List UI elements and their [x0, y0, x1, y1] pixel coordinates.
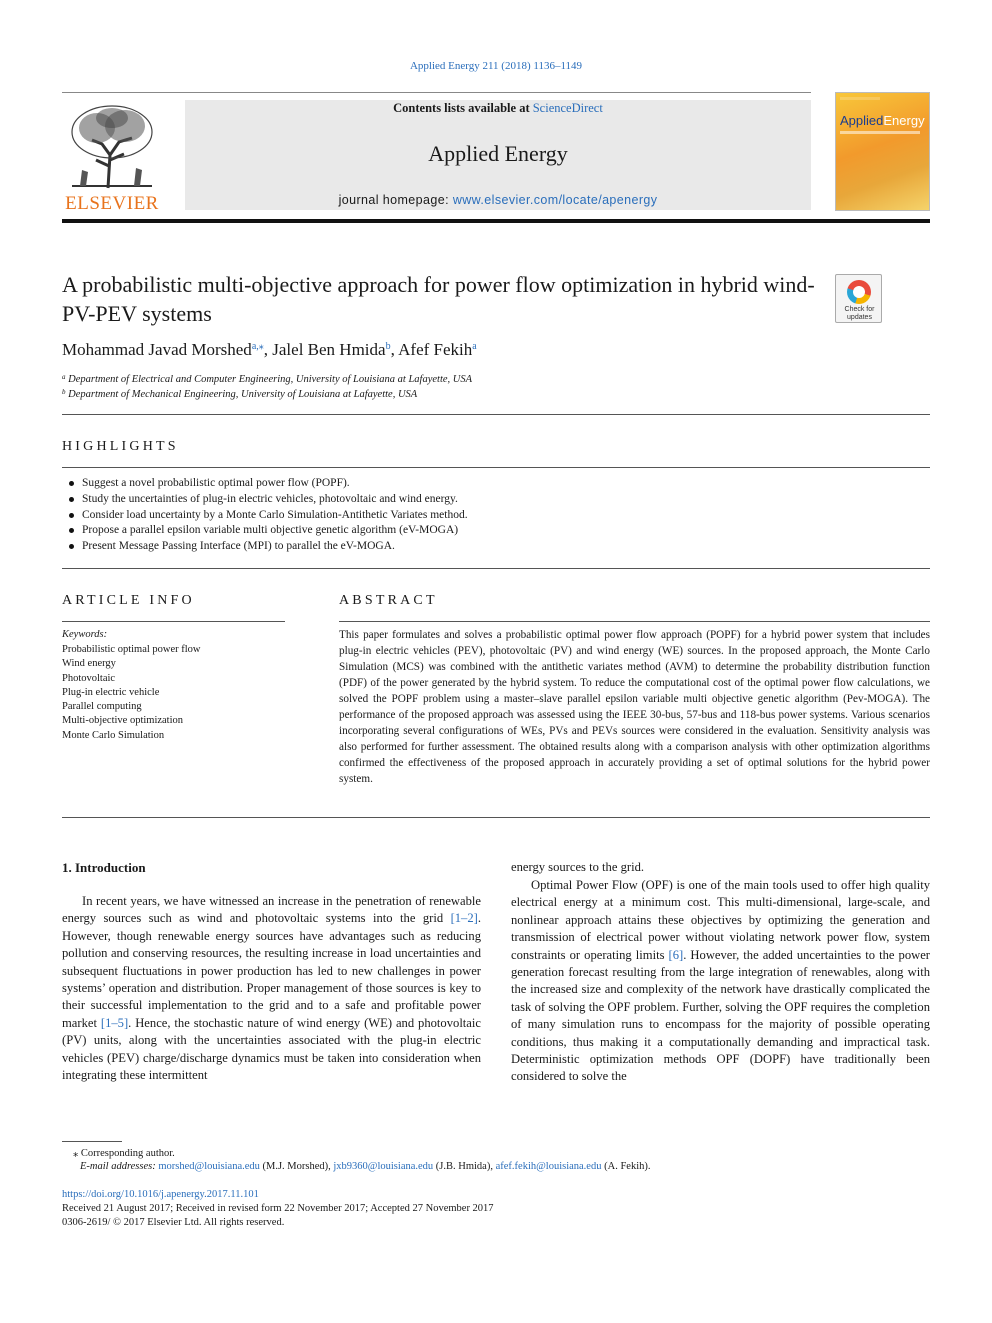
paragraph-text: . However, the added uncertainties to the power generation forecast resulting from the large integration of renewables, along with the increased size and complexity of the network have drastically complicated the task of solving the OPF problem. Further, solving the OPF requires the completion of many simulation runs to encompass for the majority of possible operating conditions, thus making it a computationally demanding and impractical task. Deterministic optimization methods OPF (DOPF) have traditionally been considered to solve the [511, 947, 930, 1084]
cover-title-a: Applied [840, 113, 884, 128]
elsevier-tree-icon [62, 100, 162, 192]
affiliation-text: Department of Mechanical Engineering, University of Louisiana at Lafayette, USA [68, 389, 418, 400]
elsevier-logo[interactable] [62, 100, 162, 212]
citation-link[interactable]: [1–2] [450, 911, 478, 926]
abstract-heading: ABSTRACT [339, 593, 438, 608]
header-thick-rule [62, 219, 930, 223]
section-rule [62, 817, 930, 818]
keyword-item: Parallel computing [62, 701, 142, 713]
bullet-icon [69, 513, 74, 518]
citation-link[interactable]: [6] [668, 947, 684, 962]
abstract-text: This paper formulates and solves a probabilistic optimal power flow approach (POPF) for a hybrid power system that includes plug-in electric vehicles (PEV), photovoltaic (PV) and wind energy (WE) sources. In the proposed approach, the Monte Carlo Simulation (MCS) was combined with the antithetic variates method (AVM) to determine the probability distribution function (PDF) of the power generated by the hybrid system. To reduce the computational cost of the optimal power flow calculations, we solved the POPF problem using a master–slave parallel epsilon variable multi objective genetic algorithm (Pev-MOGA). The performance of the proposed approach was assessed using the IEEE 30-bus, 57-bus and 118-bus power systems. Various scenarios incorporating several configurations of WEs, PVs and PEVs sources were considered in the evaluation. Sensitivity analysis was also performed for further assessment. The obtained results along with a comparison analysis with other optimization algorithms confirmed the effectiveness of the proposed approach in accurately providing a set of optimal solutions for the hybrid power system. [339, 629, 930, 785]
keywords-list [62, 643, 292, 743]
cover-title [840, 113, 925, 128]
header-rule [62, 92, 811, 93]
journal-name: Applied Energy [428, 141, 568, 166]
article-dates: Received 21 August 2017; Received in revised form 22 November 2017; Accepted 27 November 2017 [62, 1203, 494, 1214]
highlight-item [62, 539, 922, 555]
bullet-icon [69, 528, 74, 533]
highlight-text: Consider load uncertainty by a Monte Carlo Simulation-Antithetic Variates method. [82, 508, 468, 521]
highlight-text: Suggest a novel probabilistic optimal power flow (POPF). [82, 477, 350, 489]
cover-bar [840, 97, 880, 100]
bullet-icon [69, 497, 74, 502]
highlights-list [62, 476, 922, 555]
corresponding-author-note: ⁎ Corresponding author. [73, 1148, 175, 1159]
copyright-notice: 0306-2619/ © 2017 Elsevier Ltd. All rights reserved. [62, 1217, 285, 1228]
highlight-text: Study the uncertainties of plug-in electric vehicles, photovoltaic and wind energy. [82, 492, 458, 505]
article-title: A probabilistic multi-objective approach for power flow optimization in hybrid wind-PV-PEV systems [62, 272, 815, 326]
homepage-link[interactable]: www.elsevier.com/locate/apenergy [452, 193, 658, 207]
bullet-icon [69, 481, 74, 486]
paragraph-text: In recent years, we have witnessed an increase in the penetration of renewable energy sources such as wind and photovoltaic systems into the grid [62, 894, 481, 926]
footnote-rule [62, 1141, 122, 1142]
paragraph-text: . Hence, the stochastic nature of wind energy (WE) and photovoltaic (PV) units, along with the uncertainties associated with the plug-in electric vehicles (PEV) charge/discharge dynamics must be taken into consideration when integrating these intermittent [62, 1015, 481, 1083]
email-addresses [80, 1161, 940, 1172]
cover-strip [840, 131, 920, 134]
email-owner: (M.J. Morshed), [259, 1161, 334, 1172]
opf-paragraph [511, 877, 930, 1086]
crossmark-line-1: Check for [844, 306, 875, 313]
check-for-updates-button[interactable] [835, 274, 882, 323]
keyword-item: Wind energy [62, 658, 116, 670]
section-rule [62, 568, 930, 569]
author-name[interactable]: Mohammad Javad Morshed [62, 340, 252, 359]
highlights-heading: HIGHLIGHTS [62, 439, 179, 454]
author-name[interactable]: Afef Fekih [398, 340, 473, 359]
author-sup[interactable]: a [472, 341, 477, 352]
highlight-text: Propose a parallel epsilon variable multi objective genetic algorithm (eV-MOGA) [82, 524, 459, 537]
highlight-item [62, 523, 922, 539]
keyword-item: Multi-objective optimization [62, 715, 184, 727]
keywords-label: Keywords: [62, 629, 108, 640]
author-sup[interactable]: a,⁎ [251, 341, 264, 352]
crossmark-label [836, 306, 883, 322]
homepage-prefix: journal homepage: [338, 193, 453, 207]
keyword-item: Photovoltaic [62, 672, 116, 684]
affiliation-text: Department of Electrical and Computer Engineering, University of Louisiana at Lafayette, USA [68, 374, 473, 385]
section-rule [339, 621, 930, 622]
section-rule [62, 414, 930, 415]
keyword-item: Probabilistic optimal power flow [62, 644, 201, 655]
email-link[interactable]: jxb9360@louisiana.edu [333, 1161, 434, 1172]
section-rule [62, 621, 285, 622]
journal-citation-link[interactable]: Applied Energy 211 (2018) 1136–1149 [409, 60, 583, 72]
affiliation-sup: b [62, 388, 66, 396]
email-label: E-mail addresses: [80, 1161, 159, 1172]
highlight-item [62, 508, 922, 524]
author-list: Mohammad Javad Morshed$^{a,⁎}$, Jalel Ben Hmida$^b$, Afef Fekih$^a$ [62, 340, 477, 359]
paragraph-continuation: energy sources to the grid. [511, 860, 645, 874]
keyword-item: Plug-in electric vehicle [62, 686, 160, 698]
highlight-item [62, 476, 922, 492]
highlight-text: Present Message Passing Interface (MPI) to parallel the eV-MOGA. [82, 540, 395, 553]
affiliation-sup: a [62, 373, 66, 381]
email-link[interactable]: morshed@louisiana.edu [158, 1161, 260, 1172]
section-rule [62, 467, 930, 468]
crossmark-line-2: updates [847, 314, 872, 321]
contents-line [185, 101, 811, 116]
crossmark-icon [847, 280, 871, 304]
email-owner: (A. Fekih). [601, 1161, 651, 1172]
paragraph-text: Optimal Power Flow (OPF) is one of the main tools used to offer high quality electrical energy at a minimum cost. This multi-dimensional, large-scale, and nonlinear approach attains these objectives by optimizing the generation and transmission of electrical power without violating network power flow, system constraints or operating limits [511, 878, 930, 962]
elsevier-wordmark: ELSEVIER [65, 193, 159, 214]
citation-link[interactable]: [1–5] [100, 1015, 129, 1030]
highlight-item [62, 492, 922, 508]
email-link[interactable]: afef.fekih@louisiana.edu [495, 1161, 602, 1172]
contents-prefix: Contents lists available at [393, 101, 533, 115]
keyword-item: Monte Carlo Simulation [62, 729, 165, 741]
article-info-heading: ARTICLE INFO [62, 593, 195, 608]
bullet-icon [69, 544, 74, 549]
author-name[interactable]: Jalel Ben Hmida [272, 340, 386, 359]
cover-title-b: Energy [883, 113, 925, 128]
journal-cover-thumbnail[interactable] [835, 92, 930, 211]
affiliation [62, 388, 822, 400]
author-sup[interactable]: b [385, 341, 391, 352]
affiliation [62, 373, 822, 385]
paragraph-text: . However, though renewable energy sources have advantages such as reducing pollution and conserving resources, the resulting increase in load uncertainties and subsequent fluctuations in power production has led to new challenges in power systems’ operation and distribution. Proper management of those sources is key to their successful implementation to the grid and to a safe and profitable power market [62, 911, 481, 1030]
journal-homepage [185, 193, 811, 207]
section-heading: 1. Introduction [62, 860, 146, 875]
sciencedirect-link[interactable]: ScienceDirect [532, 101, 603, 115]
doi-link[interactable]: https://doi.org/10.1016/j.apenergy.2017.11.101 [62, 1189, 259, 1200]
intro-paragraph [62, 893, 481, 1084]
email-owner: (J.B. Hmida), [433, 1161, 496, 1172]
